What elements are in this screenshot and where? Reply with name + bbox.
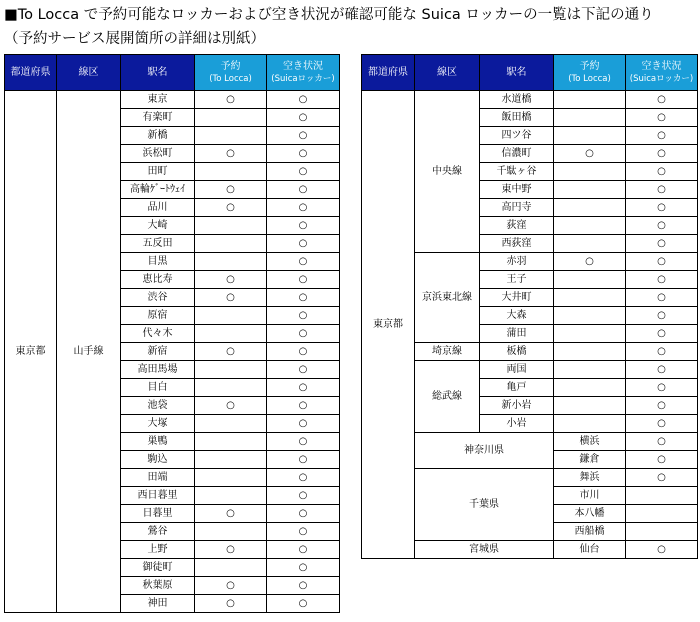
reserve-cell (195, 487, 267, 505)
reserve-cell (195, 469, 267, 487)
vacancy-cell (267, 289, 340, 307)
vacancy-mark-icon: ○ (657, 399, 666, 411)
vacancy-mark-icon: ○ (298, 345, 308, 357)
station-cell: 千駄ヶ谷 (480, 163, 554, 181)
header-vacancy-sub: (Suicaロッカー) (629, 73, 694, 84)
vacancy-cell (267, 91, 340, 109)
vacancy-cell (626, 199, 698, 217)
line-cell: 総武線 (415, 361, 480, 433)
vacancy-cell (626, 217, 698, 235)
reserve-cell (195, 91, 267, 109)
vacancy-cell (626, 415, 698, 433)
vacancy-mark-icon: ○ (298, 417, 308, 429)
vacancy-mark-icon: ○ (298, 327, 308, 339)
vacancy-cell (626, 235, 698, 253)
reserve-cell (554, 397, 626, 415)
reserve-mark-icon: ○ (226, 183, 235, 195)
station-cell: 大井町 (480, 289, 554, 307)
vacancy-cell (267, 145, 340, 163)
reserve-cell (554, 145, 626, 163)
prefecture-cell: 神奈川県 (415, 433, 554, 469)
vacancy-mark-icon: ○ (298, 291, 308, 303)
vacancy-cell (626, 289, 698, 307)
reserve-cell (554, 253, 626, 271)
vacancy-cell (267, 127, 340, 145)
reserve-cell (554, 361, 626, 379)
reserve-cell (195, 271, 267, 289)
station-cell: 板橋 (480, 343, 554, 361)
vacancy-cell (626, 397, 698, 415)
station-cell: 新小岩 (480, 397, 554, 415)
table-header-row (362, 55, 698, 91)
station-cell: 四ツ谷 (480, 127, 554, 145)
station-cell: 荻窪 (480, 217, 554, 235)
header-reserve-label: 予約 (220, 60, 241, 72)
page-title-line2: （予約サービス展開箇所の詳細は別紙） (4, 31, 265, 47)
vacancy-mark-icon: ○ (657, 381, 666, 393)
prefecture-cell: 宮城県 (415, 541, 554, 559)
station-cell: 高田馬場 (121, 361, 195, 379)
reserve-cell (195, 181, 267, 199)
vacancy-mark-icon: ○ (298, 561, 308, 573)
vacancy-mark-icon: ○ (298, 93, 308, 105)
station-cell: 神田 (121, 595, 195, 613)
vacancy-mark-icon: ○ (298, 129, 308, 141)
vacancy-cell (267, 397, 340, 415)
station-cell: 新橋 (121, 127, 195, 145)
reserve-cell (554, 343, 626, 361)
header-vacancy-sub: (Suicaロッカー) (271, 73, 335, 84)
station-cell: 本八幡 (554, 505, 626, 523)
station-cell: 目黒 (121, 253, 195, 271)
reserve-cell (554, 163, 626, 181)
line-cell: 埼京線 (415, 343, 480, 361)
vacancy-cell (267, 505, 340, 523)
station-cell: 小岩 (480, 415, 554, 433)
vacancy-cell (267, 451, 340, 469)
station-cell: 大森 (480, 307, 554, 325)
reserve-mark-icon: ○ (226, 399, 235, 411)
station-cell: 渋谷 (121, 289, 195, 307)
reserve-cell (195, 523, 267, 541)
vacancy-cell (626, 253, 698, 271)
reserve-mark-icon: ○ (657, 543, 666, 555)
vacancy-cell (267, 109, 340, 127)
vacancy-mark-icon: ○ (298, 543, 308, 555)
vacancy-cell (626, 343, 698, 361)
station-cell: 鶯谷 (121, 523, 195, 541)
vacancy-cell (267, 541, 340, 559)
vacancy-cell (267, 559, 340, 577)
vacancy-cell (267, 469, 340, 487)
vacancy-cell (626, 271, 698, 289)
station-cell: 西日暮里 (121, 487, 195, 505)
vacancy-mark-icon: ○ (298, 453, 308, 465)
vacancy-mark-icon: ○ (657, 363, 666, 375)
vacancy-cell (626, 127, 698, 145)
reserve-mark-icon: ○ (657, 435, 666, 447)
vacancy-mark-icon: ○ (657, 111, 666, 123)
vacancy-cell (626, 325, 698, 343)
vacancy-mark-icon: ○ (657, 147, 666, 159)
reserve-cell (195, 541, 267, 559)
vacancy-cell (626, 145, 698, 163)
station-cell: 赤羽 (480, 253, 554, 271)
header-vacancy-label: 空き状況 (641, 60, 682, 72)
station-cell: 有楽町 (121, 109, 195, 127)
station-cell: 秋葉原 (121, 577, 195, 595)
reserve-cell (195, 199, 267, 217)
reserve-cell (554, 91, 626, 109)
vacancy-cell (626, 361, 698, 379)
vacancy-mark-icon: ○ (298, 255, 308, 267)
reserve-cell (195, 577, 267, 595)
vacancy-mark-icon: ○ (657, 237, 666, 249)
station-cell: 品川 (121, 199, 195, 217)
station-cell: 仙台 (554, 541, 626, 559)
station-cell: 大崎 (121, 217, 195, 235)
reserve-mark-icon: ○ (226, 507, 235, 519)
header-line: 線区 (57, 55, 121, 91)
vacancy-mark-icon: ○ (657, 417, 666, 429)
header-vacancy (626, 55, 698, 91)
header-reserve (195, 55, 267, 91)
vacancy-mark-icon: ○ (298, 183, 308, 195)
reserve-cell (554, 325, 626, 343)
header-prefecture: 都道府県 (5, 55, 57, 91)
line-cell: 山手線 (57, 91, 121, 613)
vacancy-mark-icon: ○ (657, 129, 666, 141)
station-cell: 五反田 (121, 235, 195, 253)
reserve-mark-icon: ○ (226, 543, 235, 555)
reserve-cell (195, 325, 267, 343)
reserve-cell (554, 271, 626, 289)
vacancy-mark-icon: ○ (298, 435, 308, 447)
vacancy-mark-icon: ○ (657, 165, 666, 177)
line-cell: 京浜東北線 (415, 253, 480, 343)
vacancy-mark-icon: ○ (657, 183, 666, 195)
vacancy-cell (626, 379, 698, 397)
station-cell: 浜松町 (121, 145, 195, 163)
station-cell: 高輪ｹﾞｰﾄｳｪｲ (121, 181, 195, 199)
vacancy-mark-icon: ○ (298, 381, 308, 393)
vacancy-cell (267, 343, 340, 361)
reserve-cell (554, 379, 626, 397)
reserve-cell (195, 217, 267, 235)
reserve-cell (195, 397, 267, 415)
reserve-cell (554, 181, 626, 199)
vacancy-cell (267, 253, 340, 271)
station-cell: 蒲田 (480, 325, 554, 343)
reserve-cell (195, 145, 267, 163)
reserve-mark-icon: ○ (226, 579, 235, 591)
vacancy-cell (267, 415, 340, 433)
station-cell: 王子 (480, 271, 554, 289)
reserve-cell (554, 127, 626, 145)
reserve-cell (554, 109, 626, 127)
vacancy-mark-icon: ○ (657, 345, 666, 357)
header-reserve-label: 予約 (579, 60, 600, 72)
station-cell: 原宿 (121, 307, 195, 325)
reserve-cell (195, 559, 267, 577)
vacancy-mark-icon: ○ (298, 471, 308, 483)
left-locker-table (4, 54, 340, 613)
reserve-mark-icon: ○ (585, 255, 594, 267)
reserve-cell (626, 451, 698, 469)
header-vacancy-label: 空き状況 (283, 60, 323, 72)
vacancy-cell (626, 91, 698, 109)
station-cell: 水道橋 (480, 91, 554, 109)
reserve-cell (195, 433, 267, 451)
vacancy-mark-icon: ○ (298, 399, 308, 411)
station-cell: 飯田橋 (480, 109, 554, 127)
vacancy-mark-icon: ○ (657, 219, 666, 231)
vacancy-cell (267, 307, 340, 325)
vacancy-mark-icon: ○ (298, 525, 308, 537)
reserve-cell (195, 415, 267, 433)
vacancy-cell (267, 361, 340, 379)
vacancy-mark-icon: ○ (657, 309, 666, 321)
reserve-cell (626, 487, 698, 505)
vacancy-mark-icon: ○ (298, 237, 308, 249)
vacancy-mark-icon: ○ (298, 219, 308, 231)
table-row (5, 91, 340, 109)
reserve-mark-icon: ○ (226, 291, 235, 303)
reserve-mark-icon: ○ (657, 453, 666, 465)
station-cell: 横浜 (554, 433, 626, 451)
station-cell: 西荻窪 (480, 235, 554, 253)
station-cell: 駒込 (121, 451, 195, 469)
reserve-mark-icon: ○ (226, 345, 235, 357)
vacancy-cell (267, 523, 340, 541)
reserve-cell (195, 289, 267, 307)
station-cell: 東京 (121, 91, 195, 109)
vacancy-cell (267, 595, 340, 613)
reserve-cell (195, 451, 267, 469)
vacancy-cell (267, 235, 340, 253)
reserve-cell (626, 505, 698, 523)
station-cell: 田端 (121, 469, 195, 487)
vacancy-cell (267, 379, 340, 397)
station-cell: 市川 (554, 487, 626, 505)
header-reserve-sub: (To Locca) (568, 73, 611, 84)
reserve-cell (626, 541, 698, 559)
station-cell: 御徒町 (121, 559, 195, 577)
reserve-mark-icon: ○ (226, 273, 235, 285)
header-reserve (554, 55, 626, 91)
station-cell: 鎌倉 (554, 451, 626, 469)
vacancy-cell (626, 163, 698, 181)
vacancy-mark-icon: ○ (298, 111, 308, 123)
station-cell: 池袋 (121, 397, 195, 415)
prefecture-cell: 千葉県 (415, 469, 554, 541)
vacancy-mark-icon: ○ (298, 309, 308, 321)
line-cell: 中央線 (415, 91, 480, 253)
vacancy-cell (626, 181, 698, 199)
vacancy-mark-icon: ○ (298, 597, 308, 609)
station-cell: 巣鴨 (121, 433, 195, 451)
station-cell: 目白 (121, 379, 195, 397)
vacancy-cell (267, 181, 340, 199)
reserve-cell (626, 433, 698, 451)
vacancy-cell (267, 199, 340, 217)
reserve-mark-icon: ○ (226, 147, 235, 159)
reserve-cell (195, 595, 267, 613)
station-cell: 代々木 (121, 325, 195, 343)
station-cell: 両国 (480, 361, 554, 379)
reserve-cell (626, 469, 698, 487)
reserve-cell (195, 127, 267, 145)
station-cell: 高円寺 (480, 199, 554, 217)
vacancy-mark-icon: ○ (657, 201, 666, 213)
station-cell: 西船橋 (554, 523, 626, 541)
reserve-cell (554, 217, 626, 235)
reserve-mark-icon: ○ (657, 471, 666, 483)
reserve-mark-icon: ○ (226, 201, 235, 213)
table-header-row (5, 55, 340, 91)
reserve-cell (554, 199, 626, 217)
reserve-cell (554, 289, 626, 307)
page-title-line1: ■To Locca で予約可能なロッカーおよび空き状況が確認可能な Suica ロッカーの一覧は下記の通り (4, 7, 654, 23)
vacancy-cell (267, 577, 340, 595)
header-vacancy (267, 55, 340, 91)
table-row (362, 91, 698, 109)
station-cell: 新宿 (121, 343, 195, 361)
vacancy-cell (267, 325, 340, 343)
reserve-cell (195, 163, 267, 181)
reserve-cell (554, 307, 626, 325)
reserve-mark-icon: ○ (226, 93, 235, 105)
vacancy-cell (626, 307, 698, 325)
vacancy-mark-icon: ○ (298, 201, 308, 213)
station-cell: 信濃町 (480, 145, 554, 163)
reserve-mark-icon: ○ (585, 147, 594, 159)
reserve-cell (195, 235, 267, 253)
station-cell: 田町 (121, 163, 195, 181)
header-station: 駅名 (480, 55, 554, 91)
vacancy-mark-icon: ○ (298, 273, 308, 285)
reserve-cell (554, 235, 626, 253)
header-line: 線区 (415, 55, 480, 91)
station-cell: 大塚 (121, 415, 195, 433)
vacancy-mark-icon: ○ (298, 489, 308, 501)
vacancy-mark-icon: ○ (657, 255, 666, 267)
header-station: 駅名 (121, 55, 195, 91)
vacancy-cell (267, 487, 340, 505)
header-prefecture: 都道府県 (362, 55, 415, 91)
reserve-mark-icon: ○ (226, 597, 235, 609)
vacancy-mark-icon: ○ (298, 165, 308, 177)
station-cell: 舞浜 (554, 469, 626, 487)
vacancy-cell (626, 109, 698, 127)
reserve-cell (195, 505, 267, 523)
vacancy-cell (267, 271, 340, 289)
reserve-cell (626, 523, 698, 541)
vacancy-mark-icon: ○ (298, 147, 308, 159)
vacancy-mark-icon: ○ (298, 579, 308, 591)
vacancy-mark-icon: ○ (657, 273, 666, 285)
prefecture-cell: 東京都 (362, 91, 415, 559)
reserve-cell (195, 361, 267, 379)
reserve-cell (195, 307, 267, 325)
vacancy-mark-icon: ○ (657, 93, 666, 105)
station-cell: 亀戸 (480, 379, 554, 397)
prefecture-cell: 東京都 (5, 91, 57, 613)
vacancy-mark-icon: ○ (298, 507, 308, 519)
station-cell: 上野 (121, 541, 195, 559)
vacancy-mark-icon: ○ (657, 327, 666, 339)
reserve-cell (195, 253, 267, 271)
reserve-cell (195, 379, 267, 397)
vacancy-mark-icon: ○ (298, 363, 308, 375)
right-locker-table (361, 54, 698, 559)
reserve-cell (195, 109, 267, 127)
vacancy-cell (267, 433, 340, 451)
vacancy-cell (267, 163, 340, 181)
reserve-cell (195, 343, 267, 361)
vacancy-mark-icon: ○ (657, 291, 666, 303)
reserve-cell (554, 415, 626, 433)
vacancy-cell (267, 217, 340, 235)
station-cell: 恵比寿 (121, 271, 195, 289)
station-cell: 日暮里 (121, 505, 195, 523)
header-reserve-sub: (To Locca) (209, 73, 252, 84)
station-cell: 東中野 (480, 181, 554, 199)
